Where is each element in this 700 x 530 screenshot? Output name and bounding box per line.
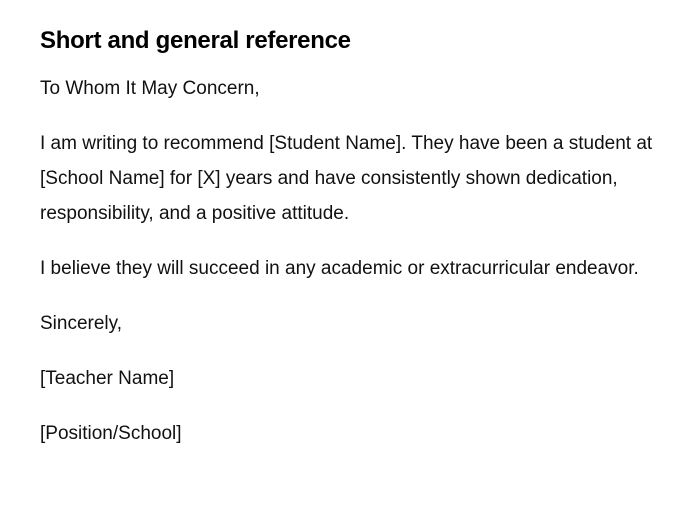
- closing: Sincerely,: [40, 313, 123, 334]
- letter-title: Short and general reference: [40, 27, 351, 54]
- teacher-name: [Teacher Name]: [40, 368, 175, 389]
- position-school: [Position/School]: [40, 423, 182, 444]
- belief-paragraph: I believe they will succeed in any academic or extracurricular endeavor.: [40, 258, 639, 279]
- salutation: To Whom It May Concern,: [40, 78, 260, 99]
- reference-letter: [40, 24, 660, 471]
- recommendation-paragraph: I am writing to recommend [Student Name]. They have been a student at [School Name] for [X] years and have consistently shown dedication, responsibility, and a positive attitude.: [40, 133, 653, 224]
